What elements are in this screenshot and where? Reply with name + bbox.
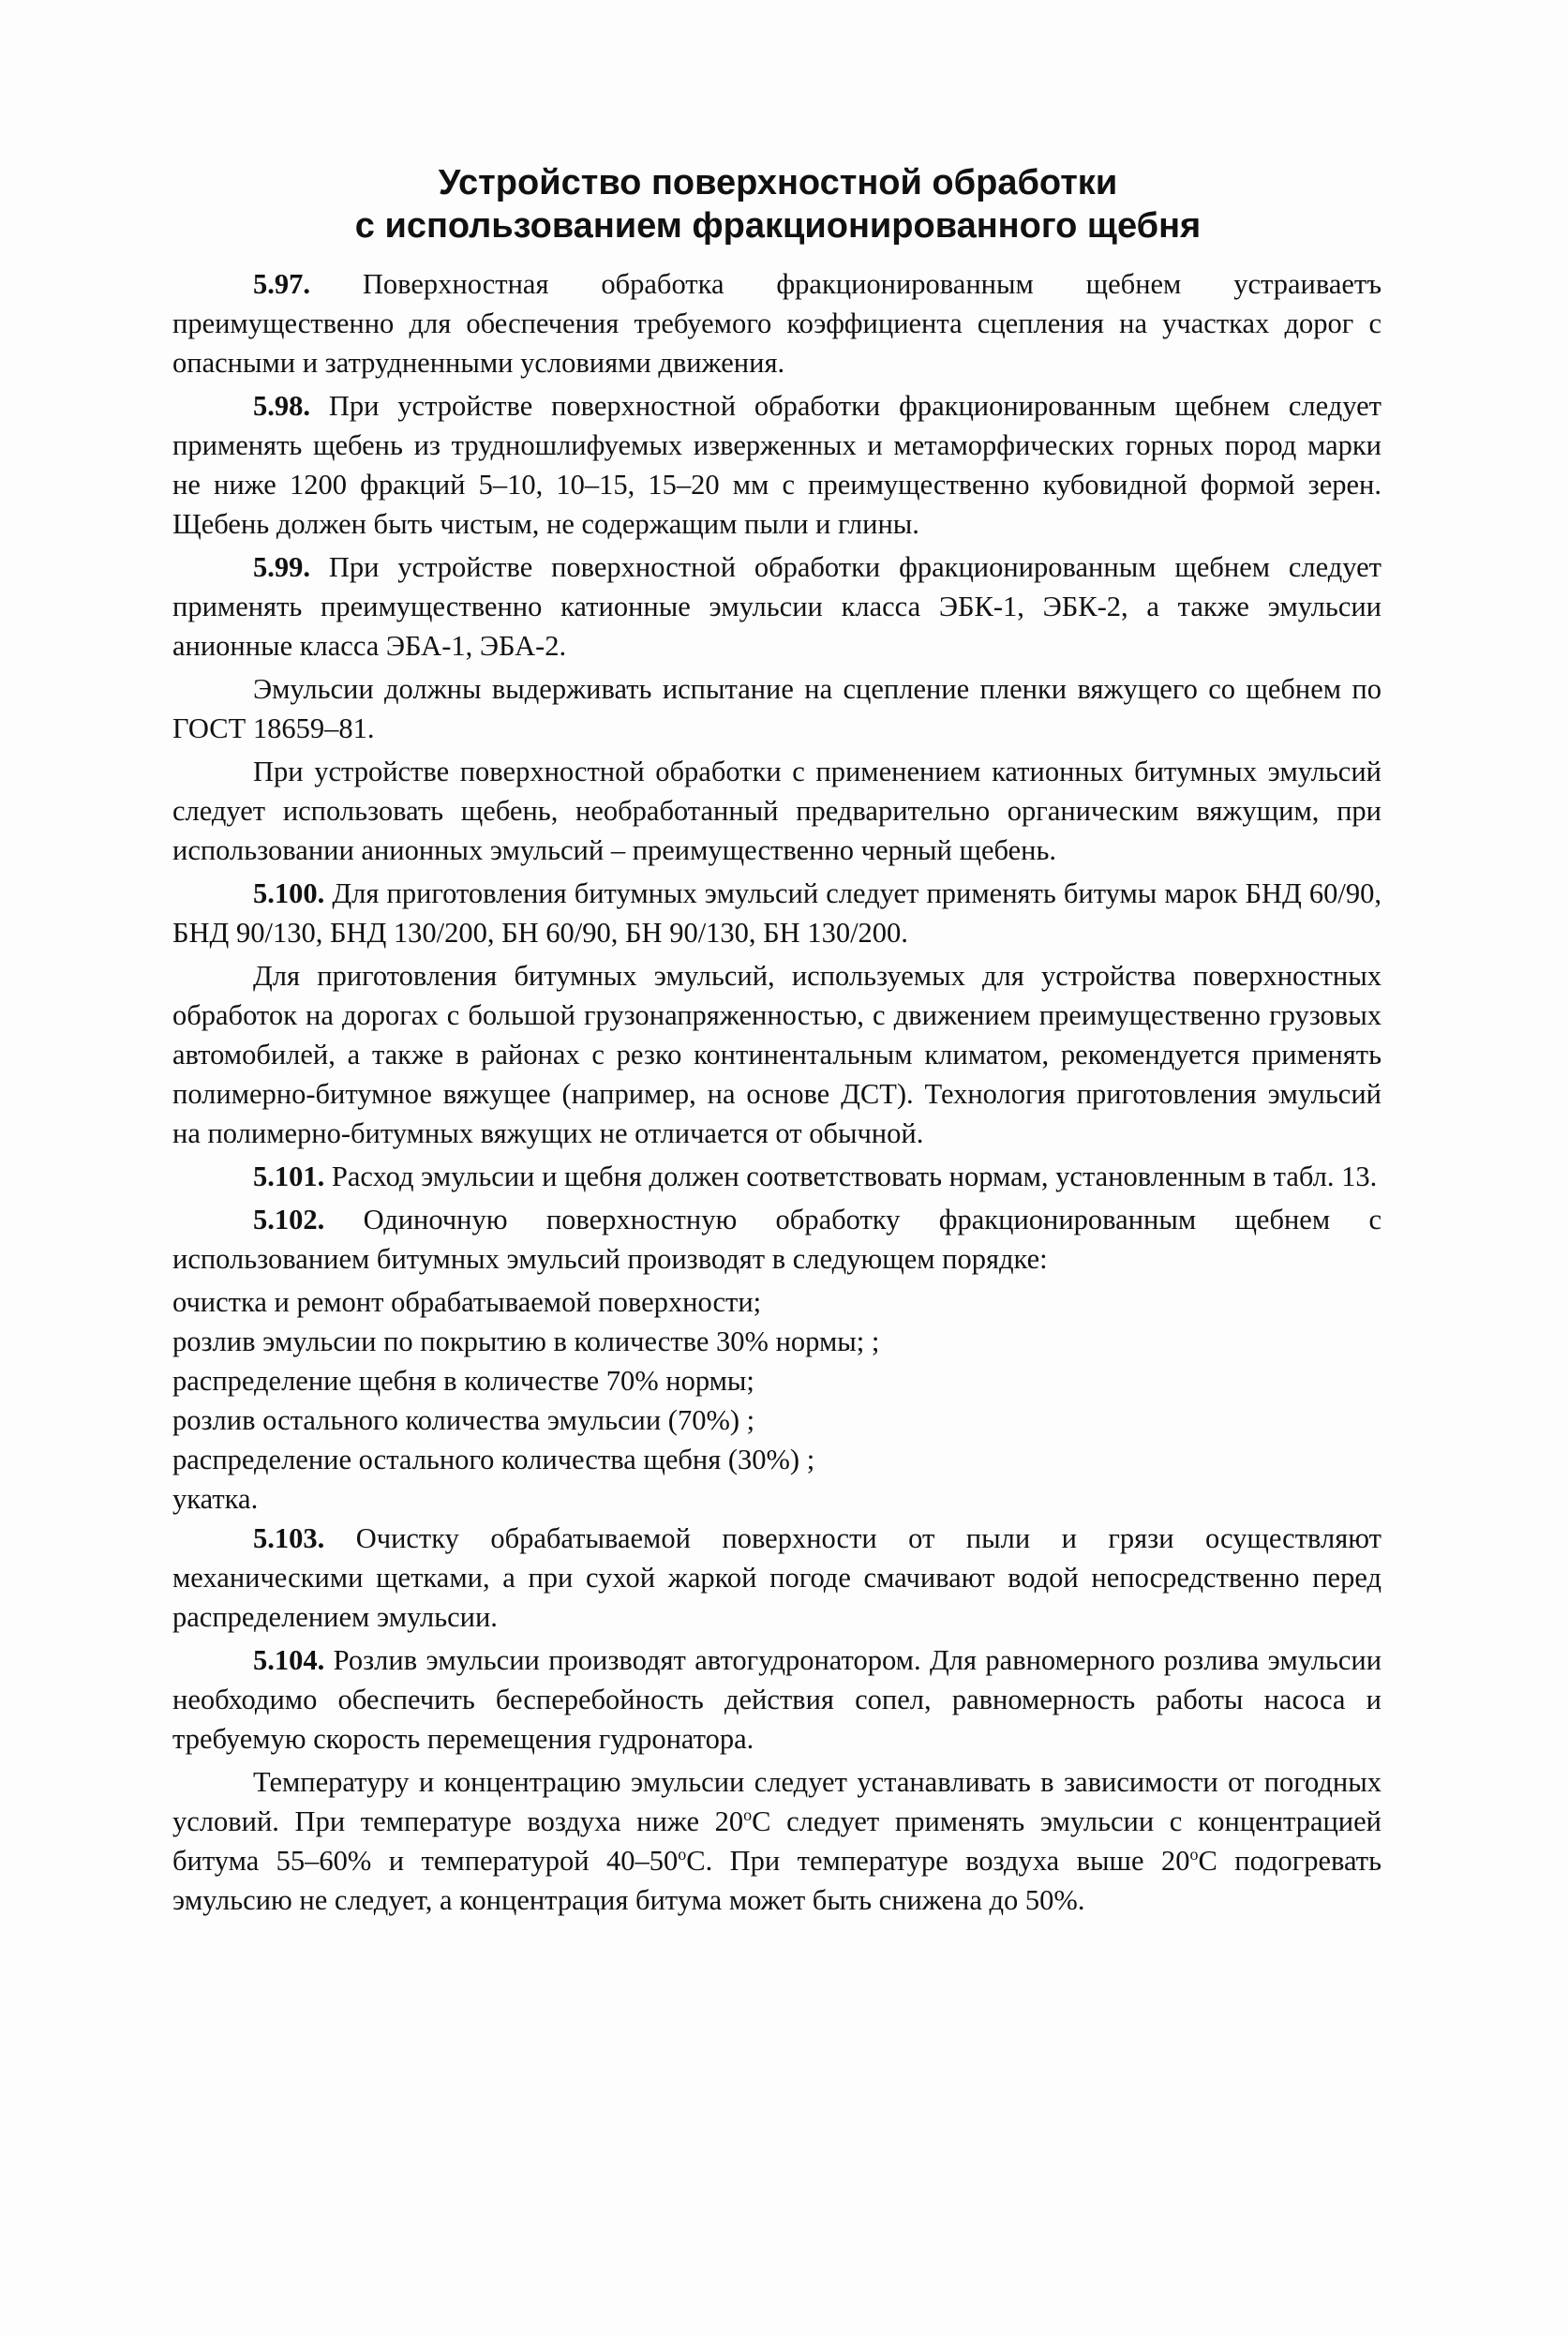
text-run: С подогревать эмульсию не следует, а концентрация битума может быть снижена до 50%. xyxy=(172,1845,1381,1916)
paragraph-5-100-polymer: Для приготовления битумных эмульсий, используемых для устройства поверхностных обработок на дорогах с большой грузонапряженностью, с движением преимущественно грузовых автомобилей, а также в районах с резко континентальным климатом, рекомендуется применять полимерно-битумное вяжущее (например, на основе ДСТ). Технология приготовления эмульсий на полимерно-битумных вяжущих не отличается от обычной. xyxy=(172,960,1381,1149)
clause-text: Одиночную поверхностную обработку фракционированным щебнем с использованием битумных эмульсий производят в следующем порядке: xyxy=(172,1204,1382,1275)
list-item: очистка и ремонт обрабатываемой поверхности; xyxy=(172,1286,762,1318)
clause-text: Розлив эмульсии производят автогудронатором. Для равномерного розлива эмульсии необходимо обеспечить бесперебойность действия сопел, равномерность работы насоса и требуемую скорость перемещения гудронатора. xyxy=(172,1644,1382,1755)
paragraph-5-103 xyxy=(172,1519,1381,1637)
document-body xyxy=(172,264,1381,1924)
procedure-steps-list xyxy=(172,1282,1381,1519)
paragraph-5-100 xyxy=(172,874,1381,952)
clause-number: 5.99. xyxy=(253,551,310,583)
clause-text: Расход эмульсии и щебня должен соответствовать нормам, установленным в табл. 13. xyxy=(331,1161,1378,1192)
clause-text: Для приготовления битумных эмульсий следует применять битумы марок БНД 60/90, БНД 90/130, БНД 130/200, БН 60/90, БН 90/130, БН 130/200. xyxy=(172,877,1381,949)
paragraph-5-101 xyxy=(172,1157,1381,1196)
degree-mark: о xyxy=(1189,1844,1199,1864)
list-item: розлив остального количества эмульсии (70%) ; xyxy=(172,1404,755,1436)
section-heading xyxy=(169,161,1387,247)
clause-number: 5.104. xyxy=(253,1644,325,1676)
clause-number: 5.102. xyxy=(253,1204,325,1235)
heading-line-2: с использованием фракционированного щебня xyxy=(354,206,1202,246)
paragraph-5-102 xyxy=(172,1200,1381,1279)
heading-line-1: Устройство поверхностной обработки xyxy=(438,163,1118,202)
degree-mark: о xyxy=(743,1804,753,1824)
list-item: укатка. xyxy=(172,1483,259,1515)
degree-mark: о xyxy=(678,1844,687,1864)
clause-number: 5.98. xyxy=(253,390,310,422)
clause-number: 5.100. xyxy=(253,877,325,909)
clause-number: 5.103. xyxy=(253,1522,325,1554)
text-run: Температуру и концентрацию эмульсии следует устанавливать в зависимости от погодных условий. При температуре воздуха ниже 20 xyxy=(172,1766,1381,1837)
text-run: С. При температуре воздуха выше 20 xyxy=(686,1845,1190,1877)
list-item: распределение остального количества щебня (30%) ; xyxy=(172,1444,815,1475)
paragraph-5-98 xyxy=(172,386,1381,544)
paragraph-5-99-emulsion-test: Эмульсии должны выдерживать испытание на сцепление пленки вяжущего со щебнем по ГОСТ 18659–81. xyxy=(172,673,1381,744)
paragraph-5-99-cationic: При устройстве поверхностной обработки с применением катионных битумных эмульсий следует использовать щебень, необработанный предварительно органическим вяжущим, при использовании анионных эмульсий – преимущественно черный щебень. xyxy=(172,756,1381,866)
clause-text: Поверхностная обработка фракционированным щебнем устраиваетъ преимущественно для обеспечения требуемого коэффициента сцепления на участках дорог с опасными и затрудненными условиями движения. xyxy=(172,268,1381,379)
list-item: розлив эмульсии по покрытию в количестве 30% нормы; ; xyxy=(172,1325,880,1357)
paragraph-5-104 xyxy=(172,1640,1381,1759)
paragraph-5-97 xyxy=(172,264,1381,382)
paragraph-5-104-temperature xyxy=(172,1762,1381,1920)
list-item: распределение щебня в количестве 70% нормы; xyxy=(172,1365,754,1397)
clause-number: 5.97. xyxy=(253,268,310,300)
clause-text: При устройстве поверхностной обработки фракционированным щебнем следует применять щебень из трудношлифуемых изверженных и метаморфических горных пород марки не ниже 1200 фракций 5–10, 10–15, 15–20 мм с преимущественно кубовидной формой зерен. Щебень должен быть чистым, не содержащим пыли и глины. xyxy=(172,390,1382,540)
paragraph-5-99 xyxy=(172,547,1381,666)
clause-text: Очистку обрабатываемой поверхности от пыли и грязи осуществляют механическими щетками, а при сухой жаркой погоде смачивают водой непосредственно перед распределением эмульсии. xyxy=(172,1522,1381,1633)
text-run: С следует применять эмульсии с концентрацией битума 55–60% и температурой 40–50 xyxy=(172,1805,1381,1877)
clause-text: При устройстве поверхностной обработки фракционированным щебнем следует применять преимущественно катионные эмульсии класса ЭБК-1, ЭБК-2, а также эмульсии анионные класса ЭБА-1, ЭБА-2. xyxy=(172,551,1382,662)
clause-number: 5.101. xyxy=(253,1161,325,1192)
